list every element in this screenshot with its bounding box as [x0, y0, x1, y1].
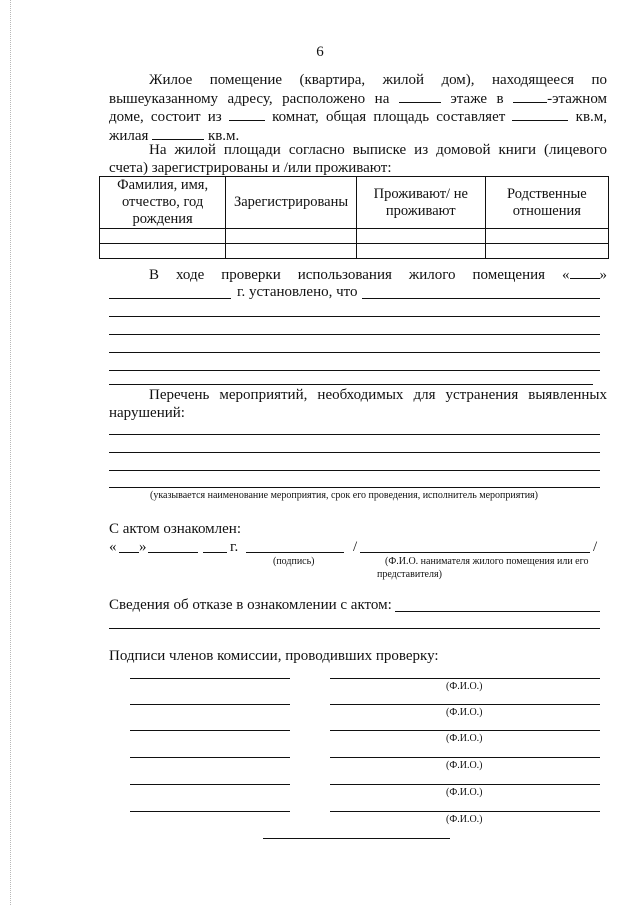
finding-line[interactable] — [109, 384, 593, 385]
table-cell[interactable] — [100, 229, 226, 244]
measure-line[interactable] — [109, 434, 600, 435]
finding-line[interactable] — [109, 316, 600, 317]
total-area-blank[interactable] — [512, 108, 568, 121]
table-row — [100, 244, 609, 259]
fio-label: (Ф.И.О.) — [446, 707, 483, 718]
extra-signature-line[interactable] — [263, 838, 450, 839]
para1-line2-a: вышеуказанному адресу, расположено на — [109, 90, 390, 107]
col-header-relation: Родственные отношения — [485, 177, 608, 229]
member-signature-line[interactable] — [130, 811, 290, 812]
inspection-day-blank[interactable] — [570, 266, 600, 279]
fio-label: (Ф.И.О.) — [446, 733, 483, 744]
table-cell[interactable] — [356, 229, 485, 244]
table-cell[interactable] — [485, 229, 608, 244]
inspection-line1: В ходе проверки использования жилого помещения « — [149, 267, 570, 283]
finding-line[interactable] — [109, 370, 600, 371]
table-cell[interactable] — [226, 244, 357, 259]
member-fio-line[interactable] — [330, 757, 600, 758]
fio-label: (Ф.И.О.) — [446, 814, 483, 825]
residents-paragraph — [109, 142, 607, 177]
table-cell[interactable] — [485, 244, 608, 259]
date-quote-open: « — [109, 539, 117, 555]
col-header-living: Проживают/ не проживают — [356, 177, 485, 229]
room-description-paragraph — [109, 72, 607, 145]
member-fio-line[interactable] — [330, 784, 600, 785]
page-number: 6 — [316, 44, 324, 60]
fio-note-line1: (Ф.И.О. нанимателя жилого помещения или его — [385, 556, 589, 567]
measures-paragraph — [109, 387, 607, 422]
date-year-line[interactable] — [203, 552, 227, 553]
para1-line3-c: кв.м, — [575, 109, 608, 125]
date-year-suffix: г. — [230, 539, 239, 555]
scan-edge — [10, 0, 11, 905]
table-header-row — [100, 177, 609, 229]
rooms-blank[interactable] — [229, 108, 265, 121]
table-cell[interactable] — [226, 229, 357, 244]
fio-tenant-line[interactable] — [360, 552, 590, 553]
member-fio-line[interactable] — [330, 730, 600, 731]
member-signature-line[interactable] — [130, 730, 290, 731]
inspection-line2: г. установлено, что — [237, 284, 358, 300]
residents-table — [99, 176, 609, 259]
signature-note: (подпись) — [273, 556, 315, 567]
fio-note-line2: представителя) — [377, 569, 442, 580]
signature-line[interactable] — [246, 552, 344, 553]
col-header-registered: Зарегистрированы — [226, 177, 357, 229]
para1-line4-a: жилая — [109, 127, 149, 144]
slash-open: / — [353, 539, 358, 555]
table-row — [100, 229, 609, 244]
measure-line[interactable] — [109, 452, 600, 453]
measure-line[interactable] — [109, 487, 600, 488]
measures-line2: нарушений: — [109, 404, 185, 421]
member-fio-line[interactable] — [330, 704, 600, 705]
fio-label: (Ф.И.О.) — [446, 760, 483, 771]
measure-line[interactable] — [109, 470, 600, 471]
date-day-line[interactable] — [119, 552, 139, 553]
member-fio-line[interactable] — [330, 811, 600, 812]
member-signature-line[interactable] — [130, 784, 290, 785]
fio-label: (Ф.И.О.) — [446, 681, 483, 692]
finding-line[interactable] — [109, 352, 600, 353]
refusal-line[interactable] — [395, 611, 600, 612]
inspection-month-line[interactable] — [109, 298, 231, 299]
para1-line3-b: комнат, общая площадь составляет — [272, 109, 506, 125]
commission-title: Подписи членов комиссии, проводивших проверку: — [109, 648, 439, 664]
member-signature-line[interactable] — [130, 757, 290, 758]
para1-line4-b: кв.м. — [207, 127, 240, 144]
measures-line1: Перечень мероприятий, необходимых для устранения выявленных — [149, 387, 607, 403]
inspection-finding-line[interactable] — [362, 298, 600, 299]
floors-total-blank[interactable] — [513, 90, 547, 103]
para1-line3-a: доме, состоит из — [109, 109, 222, 125]
date-quote-close: » — [139, 539, 147, 555]
measures-note: (указывается наименование мероприятия, срок его проведения, исполнитель мероприятия) — [150, 490, 538, 501]
inspection-paragraph — [109, 266, 607, 285]
fio-label: (Ф.И.О.) — [446, 787, 483, 798]
floor-blank[interactable] — [399, 90, 441, 103]
member-signature-line[interactable] — [130, 678, 290, 679]
para1-line2-c: -этажном — [547, 90, 608, 107]
col-header-name: Фамилия, имя, отчество, год рождения — [100, 177, 226, 229]
para2-line1: На жилой площади согласно выписке из домовой книги (лицевого — [149, 142, 607, 158]
para1-line1: Жилое помещение (квартира, жилой дом), находящееся по — [149, 72, 607, 88]
member-fio-line[interactable] — [330, 678, 600, 679]
living-area-blank[interactable] — [152, 127, 204, 140]
para1-line2-b: этаже в — [450, 90, 504, 107]
date-month-line[interactable] — [148, 552, 198, 553]
acquainted-title: С актом ознакомлен: — [109, 521, 241, 537]
refusal-line[interactable] — [109, 628, 600, 629]
member-signature-line[interactable] — [130, 704, 290, 705]
table-cell[interactable] — [100, 244, 226, 259]
refusal-label: Сведения об отказе в ознакомлении с актом: — [109, 597, 392, 613]
inspection-quote-close: » — [599, 267, 607, 283]
table-cell[interactable] — [356, 244, 485, 259]
slash-close: / — [593, 539, 598, 555]
finding-line[interactable] — [109, 334, 600, 335]
para2-line2: счета) зарегистрированы и /или проживают: — [109, 159, 392, 176]
